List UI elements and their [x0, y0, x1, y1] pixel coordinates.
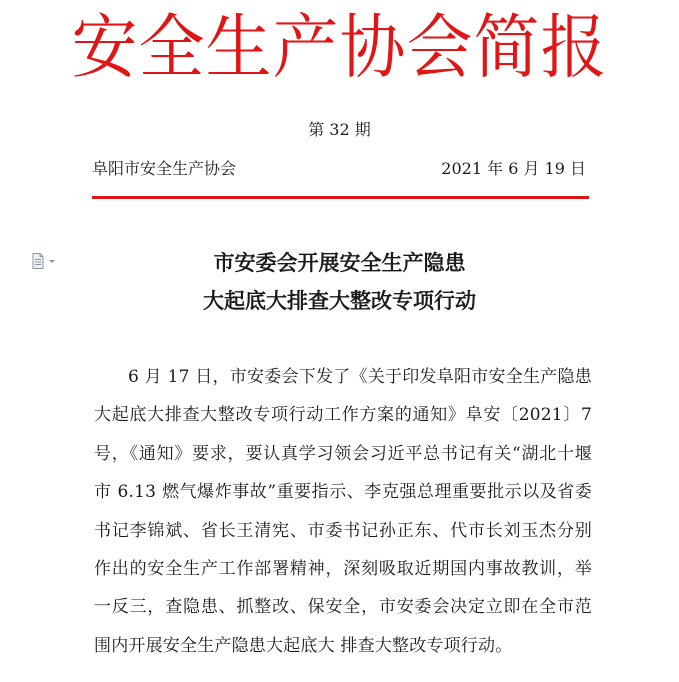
red-divider: [92, 196, 589, 199]
article-paragraph: 6 月 17 日，市安委会下发了《关于印发阜阳市安全生产隐患大起底大排查大整改专项行动工作方案的通知》阜安〔2021〕7 号，《通知》要求，要认真学习领会习近平总书记有关“湖北十堰市 6.13 燃气爆炸事故”重要指示、李克强总理重要批示以及省委书记李锦斌、省长王清宪、市委书记孙正东、代市长刘玉杰分别作出的安全生产工作部署精神，深刻吸取近期国内事故教训，举一反三，查隐患、抓整改、保安全，市安委会决定立即在全市范围内开展安全生产隐患大起底大 排查大整改专项行动。: [94, 367, 592, 656]
publication-date: 2021 年 6 月 19 日: [441, 159, 586, 178]
publication-meta: [92, 156, 592, 182]
publisher-name: 阜阳市安全生产协会: [92, 159, 237, 178]
masthead-title: 安全生产协会简报: [71, 7, 608, 88]
article-title: [0, 244, 679, 320]
issue-number: 第 32 期: [308, 120, 371, 139]
article-title-line-2: 大起底大排查大整改专项行动: [203, 288, 476, 313]
article-title-line-1: 市安委会开展安全生产隐患: [213, 250, 466, 275]
